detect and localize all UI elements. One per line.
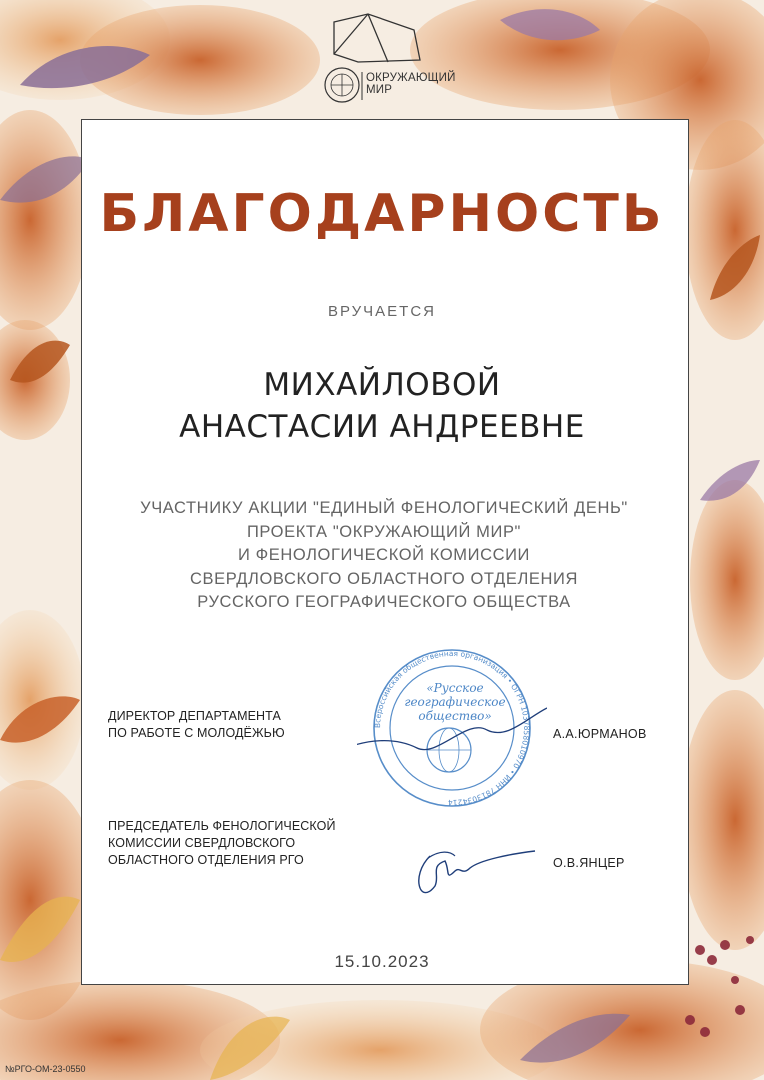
- signatory-2-name: О.В.ЯНЦЕР: [553, 856, 625, 870]
- stamp-text: «Русское: [426, 681, 484, 695]
- description-line: РУССКОГО ГЕОГРАФИЧЕСКОГО ОБЩЕСТВА: [197, 593, 571, 611]
- recipient-given-names: АНАСТАСИИ АНДРЕЕВНЕ: [179, 409, 585, 445]
- rgo-official-stamp: [357, 648, 547, 808]
- title-line: ПРЕДСЕДАТЕЛЬ ФЕНОЛОГИЧЕСКОЙ: [108, 819, 336, 833]
- signatory-2-title: [108, 818, 336, 869]
- presented-label: ВРУЧАЕТСЯ: [327, 303, 437, 320]
- award-description: [90, 497, 678, 615]
- description-line: ПРОЕКТА "ОКРУЖАЮЩИЙ МИР": [246, 522, 522, 541]
- title-line: ПО РАБОТЕ С МОЛОДЁЖЬЮ: [108, 726, 285, 740]
- title-line: ДИРЕКТОР ДЕПАРТАМЕНТА: [108, 709, 281, 723]
- logo-text: ОКРУЖАЮЩИЙ МИР: [366, 72, 456, 96]
- recipient-surname: МИХАЙЛОВОЙ: [263, 367, 501, 403]
- stamp-text: географическое: [404, 695, 506, 709]
- certificate-title: БЛАГОДАРНОСТЬ: [99, 184, 665, 244]
- serial-number: №РГО-ОМ-23-0550: [5, 1064, 86, 1074]
- signature-2: [400, 836, 540, 906]
- title-line: ОБЛАСТНОГО ОТДЕЛЕНИЯ РГО: [108, 853, 304, 867]
- signatory-1-title: [108, 708, 285, 742]
- stamp-text: общество»: [418, 709, 492, 723]
- description-line: И ФЕНОЛОГИЧЕСКОЙ КОМИССИИ: [237, 546, 531, 564]
- signatory-1-name: А.А.ЮРМАНОВ: [553, 727, 647, 741]
- issue-date: 15.10.2023: [334, 952, 430, 971]
- svg-text:Всероссийская общественная орг: Всероссийская общественная организация • ОГРН 1037858010970 • ИНН 7813034214: [372, 648, 532, 808]
- leaf-blob: [690, 480, 764, 680]
- title-line: КОМИССИИ СВЕРДЛОВСКОГО: [108, 836, 296, 850]
- description-line: УЧАСТНИКУ АКЦИИ "ЕДИНЫЙ ФЕНОЛОГИЧЕСКИЙ ДЕНЬ": [140, 499, 628, 517]
- description-line: СВЕРДЛОВСКОГО ОБЛАСТНОГО ОТДЕЛЕНИЯ: [190, 569, 578, 588]
- recipient-name: [0, 364, 764, 448]
- leaf-blob: [680, 690, 764, 950]
